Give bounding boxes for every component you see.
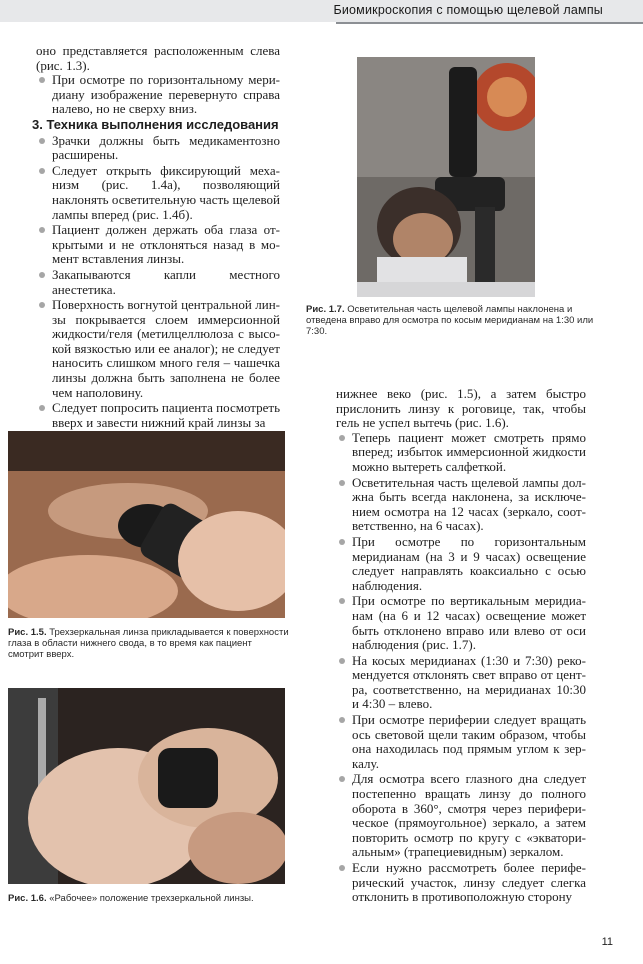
bullet-text: Поверхность вогнутой центральной линзы покрывается слоем иммерсионной жидкости/геля (метилцеллюлоза с высокой вязкостью или ее аналог); не следует наносить слишком много геля – чашечка линзы должна быть заполнена не более чем наполовину. <box>52 297 280 400</box>
left-text-column <box>32 43 280 431</box>
bullet-item <box>36 268 280 297</box>
bullet-item <box>36 223 280 267</box>
running-header-title: Биомикроскопия с помощью щелевой лампы <box>333 3 603 17</box>
bullet-dot-icon <box>339 717 345 723</box>
bullet-item <box>336 861 586 905</box>
bullet-text: Пациент должен держать оба глаза открытыми и не отклоняться назад в момент вставления линзы. <box>52 222 280 267</box>
figure-caption-text: «Рабочее» положение трехзеркальной линзы. <box>46 893 254 904</box>
bullet-item <box>36 164 280 222</box>
bullet-dot-icon <box>39 272 45 278</box>
bullet-dot-icon <box>339 658 345 664</box>
figure-1-7-caption <box>306 304 596 338</box>
figure-1-6-caption <box>8 893 298 904</box>
page-number: 11 <box>601 936 613 948</box>
figure-1-6-photo <box>8 688 285 884</box>
bullet-item <box>336 431 586 475</box>
bullet-dot-icon <box>39 77 45 83</box>
bullet-item <box>36 73 280 117</box>
bullet-text: При осмотре периферии следует вращать ось световой щели таким образом, чтобы она находилась под прямым углом к зеркалу. <box>352 712 586 771</box>
bullet-item <box>336 594 586 652</box>
figure-caption-text: Трехзеркальная линза прикладывается к поверхности глаза в области нижнего свода, в то время как пациент смотрит вверх. <box>8 627 289 661</box>
bullet-text: Осветительная часть щелевой лампы должна быть всегда наклонена, за исключением осмотра на 12 часах (зеркало, соответственно, на 6 часах). <box>352 474 586 534</box>
bullet-dot-icon <box>339 539 345 545</box>
bullet-item <box>336 713 586 771</box>
bullet-dot-icon <box>339 435 345 441</box>
bullet-item <box>36 134 280 163</box>
bullet-item <box>36 298 280 400</box>
figure-label: Рис. 1.5. <box>8 627 47 638</box>
bullet-text: Теперь пациент может смотреть прямо вперед; избыток иммерсионной жидкости можно вытереть салфеткой. <box>352 429 586 474</box>
bullet-dot-icon <box>39 138 45 144</box>
bullet-text: Следует открыть фиксирующий механизм (рис. 1.4а), позволяющий наклонять осветительную часть щелевой лампы вперед (рис. 1.4б). <box>52 162 280 222</box>
bullet-item <box>336 535 586 593</box>
bullet-dot-icon <box>339 865 345 871</box>
bullet-text: При осмотре по горизонтальным меридианам (на 3 и 9 часах) освещение следует направлять коаксиально с осью наблюдения. <box>352 533 586 593</box>
bullet-text: Следует попросить пациента посмотреть вверх и завести нижний край линзы за <box>52 400 280 430</box>
bullet-item <box>336 654 586 712</box>
bullet-dot-icon <box>39 227 45 233</box>
bullet-text: Если нужно рассмотреть более периферический участок, линзу следует слегка отклонить в противоположную сторону <box>352 860 586 905</box>
three-mirror-lens-photo-image <box>8 431 285 618</box>
bullet-item <box>36 401 280 430</box>
bullet-item <box>336 476 586 534</box>
bullet-dot-icon <box>39 168 45 174</box>
bullet-text: При осмотре по горизонтальному меридиану изображение перевернуто справа налево, но не сверху вниз. <box>52 72 280 117</box>
figure-label: Рис. 1.6. <box>8 893 47 904</box>
bullet-text: При осмотре по вертикальным меридианам (на 6 и 12 часах) освещение может быть отклонено вправо или влево от оси наблюдения (рис. 1.7). <box>352 593 586 653</box>
bullet-item <box>336 772 586 860</box>
bullet-dot-icon <box>339 598 345 604</box>
right-continuation-text: нижнее веко (рис. 1.5), а затем быстро прислонить линзу к роговице, так, чтобы гель не успел вытечь (рис. 1.6). <box>336 386 586 431</box>
bullet-text: Зрачки должны быть медикаментозно расширены. <box>52 132 280 163</box>
bullet-text: Закапываются капли местного анестетика. <box>52 266 280 297</box>
bullet-dot-icon <box>339 480 345 486</box>
lens-working-position-photo-image <box>8 688 285 884</box>
running-header <box>0 0 643 22</box>
bullet-dot-icon <box>339 776 345 782</box>
bullet-text: Для осмотра всего глазного дна следует постепенно вращать линзу до полного оборота в 360°, смотря через периферическое (прямоугольное) зеркало, а затем повторить осмотр по кругу с «экваториальным» (трапециевидным) зеркалом. <box>352 771 586 860</box>
bullet-text: На косых меридианах (1:30 и 7:30) рекомендуется отклонять свет вправо от центра, соответственно, на меридианах 10:30 и 4:30 – влево. <box>352 652 586 712</box>
section-heading: 3. Техника выполнения исследования <box>32 116 279 132</box>
figure-caption-text: Осветительная часть щелевой лампы наклонена и отведена вправо для осмотра по косым меридианам на 1:30 или 7:30. <box>306 304 594 338</box>
figure-label: Рис. 1.7. <box>306 304 345 315</box>
bullet-dot-icon <box>39 302 45 308</box>
figure-1-7-photo <box>357 57 535 297</box>
header-rule <box>336 22 643 24</box>
figure-1-5-caption <box>8 627 290 661</box>
bullet-dot-icon <box>39 405 45 411</box>
right-text-column <box>336 387 586 906</box>
slit-lamp-photo-image <box>357 57 535 297</box>
figure-1-5-photo <box>8 431 285 618</box>
left-continuation-text: оно представляется расположенным слева (рис. 1.3). <box>36 43 280 73</box>
